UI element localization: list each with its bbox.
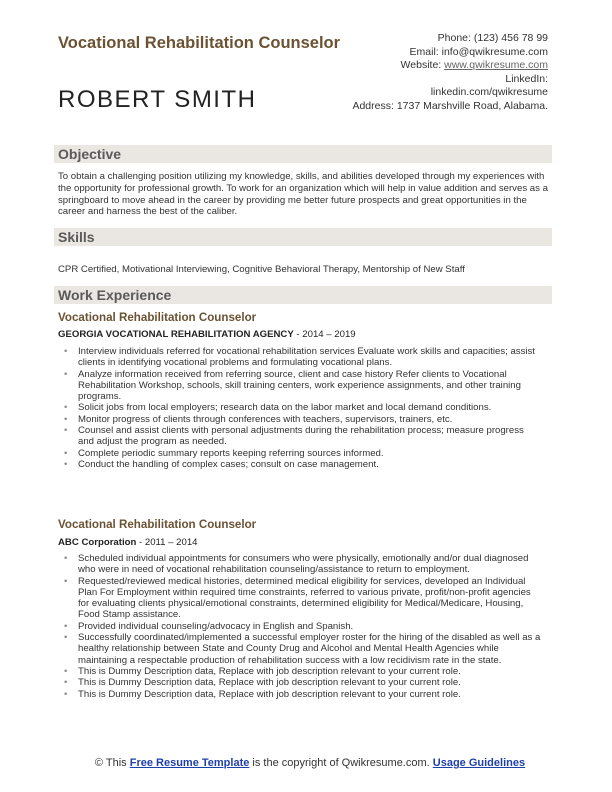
list-item: • Counsel and assist clients with personal adjustments during the rehabilitation process; measure progress and adjust the program as needed.: [64, 425, 524, 448]
job-1-role: Vocational Rehabilitation Counselor: [58, 311, 257, 324]
usage-guidelines-link[interactable]: Usage Guidelines: [432, 757, 526, 769]
job-2-company: ABC Corporation: [58, 537, 137, 548]
contact-website: [318, 59, 548, 73]
contact-phone: Phone: (123) 456 78 99: [437, 32, 548, 44]
skills-text: CPR Certified, Motivational Interviewing, Cognitive Behavioral Therapy, Mentorship of New Staff: [58, 264, 465, 275]
contact-linkedin-label: LinkedIn:: [505, 72, 548, 85]
list-item: • Solicit jobs from local employers; research data on the labor market and local demand conditions.: [64, 402, 492, 414]
list-item: • Monitor progress of clients through conferences with teachers, supervisors, trainers, etc.: [64, 413, 453, 425]
website-label: Website:: [400, 59, 442, 72]
objective-section-bar: [54, 145, 552, 163]
list-item: • This is Dummy Description data, Replace with job description relevant to your current role.: [64, 688, 461, 700]
list-item: • Requested/reviewed medical histories, determined medical eligibility for services, developed an Individual Plan For Employment within required time constraints, referred to various private, profit/non-profit agencies for evaluating clients physical/emotional constraints, determined eligibility for Medical/Medicare, Housing, Food Stamp assistance.: [64, 575, 531, 621]
list-item: • This is Dummy Description data, Replace with job description relevant to your current role.: [64, 677, 461, 689]
list-item: • Conduct the handling of complex cases; consult on case management.: [64, 458, 379, 470]
contact-block: [318, 32, 548, 114]
footer-middle: is the copyright of Qwikresume.com.: [249, 757, 433, 769]
contact-address: Address: 1737 Marshville Road, Alabama.: [352, 99, 548, 112]
objective-heading: Objective: [58, 146, 122, 162]
list-item: • Analyze information received from referring source, client and case history Refer clients to Vocational Rehabilitation Workshop, schools, skill training centers, work experience assignments, and other training programs.: [64, 368, 521, 403]
list-item: • Scheduled individual appointments for consumers who were physically, emotionally and/or dual diagnosed who were in need of vocational rehabilitation counseling/assistance to return to employment.: [64, 553, 529, 576]
skills-heading: Skills: [58, 229, 95, 245]
job-2-bullets: [64, 553, 542, 700]
objective-text: To obtain a challenging position utilizing my knowledge, skills, and abilities developed through my experiences with the opportunity for professional growth. To work for an organization which will help in value addition and serves as a springboard to move ahead in the career by providing me better future prospects and great opportunities in the career and harness the best of the caliber.: [58, 171, 548, 218]
list-item: • Provided individual counseling/advocacy in English and Spanish.: [64, 620, 354, 632]
job-2-company-line: [58, 537, 198, 549]
website-link[interactable]: www.qwikresume.com: [444, 59, 548, 72]
job-1-company: GEORGIA VOCATIONAL REHABILITATION AGENCY: [58, 329, 294, 340]
contact-linkedin: linkedin.com/qwikresume: [430, 86, 548, 99]
job-1-dates: - 2014 – 2019: [293, 329, 356, 340]
job-2-role: Vocational Rehabilitation Counselor: [58, 518, 257, 531]
list-item: • Interview individuals referred for vocational rehabilitation services Evaluate work skills and capacities; assist clients in identifying vocational problems and formulating vocational plans.: [64, 346, 535, 369]
contact-email: Email: info@qwikresume.com: [409, 45, 548, 58]
copyright-footer: [90, 757, 530, 770]
job-2-dates: - 2011 – 2014: [136, 537, 198, 548]
list-item: • This is Dummy Description data, Replace with job description relevant to your current role.: [64, 665, 461, 677]
work-heading: Work Experience: [58, 287, 172, 303]
free-resume-template-link[interactable]: Free Resume Template: [129, 757, 250, 769]
job-1-company-line: [58, 329, 356, 341]
footer-prefix: © This: [94, 757, 130, 769]
list-item: • Successfully coordinated/implemented a successful employer roster for the hiring of the disabled as well as a healthy relationship between State and County Drug and Alcohol and Mental Health Agencies while maintaining a respectable production of rehabilitation success with a low recidivism rate in the state.: [64, 632, 541, 666]
candidate-name: ROBERT SMITH: [58, 86, 257, 113]
job-1-bullets: [64, 346, 542, 470]
job-title: Vocational Rehabilitation Counselor: [58, 34, 341, 52]
list-item: • Complete periodic summary reports keeping referring sources informed.: [64, 447, 384, 459]
skills-section-bar: [54, 228, 552, 246]
